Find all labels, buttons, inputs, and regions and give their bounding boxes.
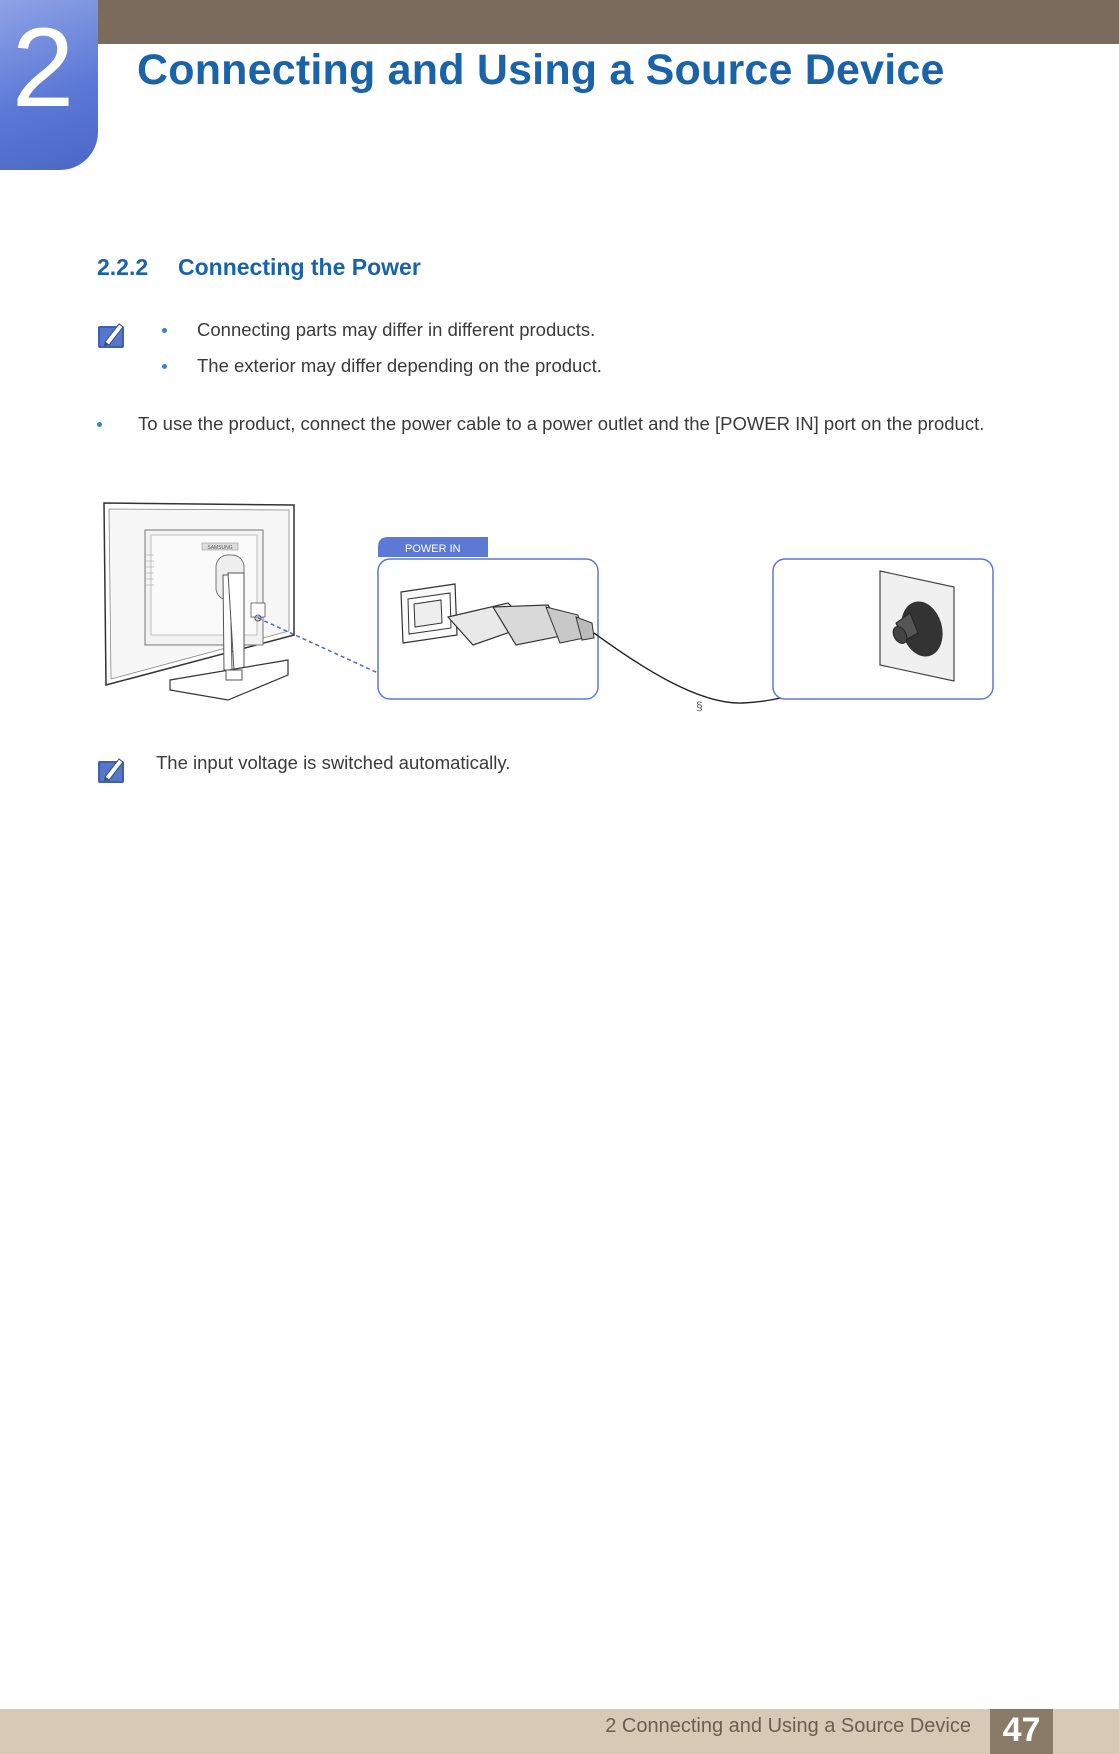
note-item-text: Connecting parts may differ in different products. — [197, 319, 596, 340]
monitor-brand: SAMSUNG — [207, 545, 233, 551]
power-connection-illustration — [98, 495, 1000, 720]
bullet-icon — [162, 328, 167, 333]
section-title: Connecting the Power — [178, 254, 421, 280]
instruction-text: To use the product, connect the power cable to a power outlet and the [POWER IN] port on the product. — [138, 413, 985, 434]
footer-chapter-label: 2 Connecting and Using a Source Device — [605, 1715, 971, 1737]
svg-text:§: § — [696, 699, 703, 713]
note-list — [162, 318, 602, 390]
chapter-title: Connecting and Using a Source Device — [137, 46, 945, 94]
bullet-icon — [162, 364, 167, 369]
port-label: POWER IN — [405, 543, 461, 555]
note-text: The input voltage is switched automatically. — [156, 752, 511, 773]
note-pencil-icon — [97, 320, 127, 350]
bullet-icon — [97, 422, 102, 427]
chapter-tab — [0, 0, 98, 170]
list-item — [162, 318, 602, 342]
page-number-box — [990, 1709, 1053, 1754]
page-number: 47 — [1002, 1711, 1041, 1749]
list-item — [97, 408, 997, 439]
instruction-list — [97, 408, 997, 439]
monitor-back-illustration — [104, 503, 294, 700]
note-item-text: The exterior may differ depending on the product. — [197, 355, 602, 376]
section-number: 2.2.2 — [97, 254, 149, 280]
section-heading — [97, 254, 421, 281]
list-item — [162, 354, 602, 378]
note-pencil-icon — [97, 755, 127, 785]
chapter-number: 2 — [11, 5, 75, 130]
header-bar — [0, 0, 1119, 44]
